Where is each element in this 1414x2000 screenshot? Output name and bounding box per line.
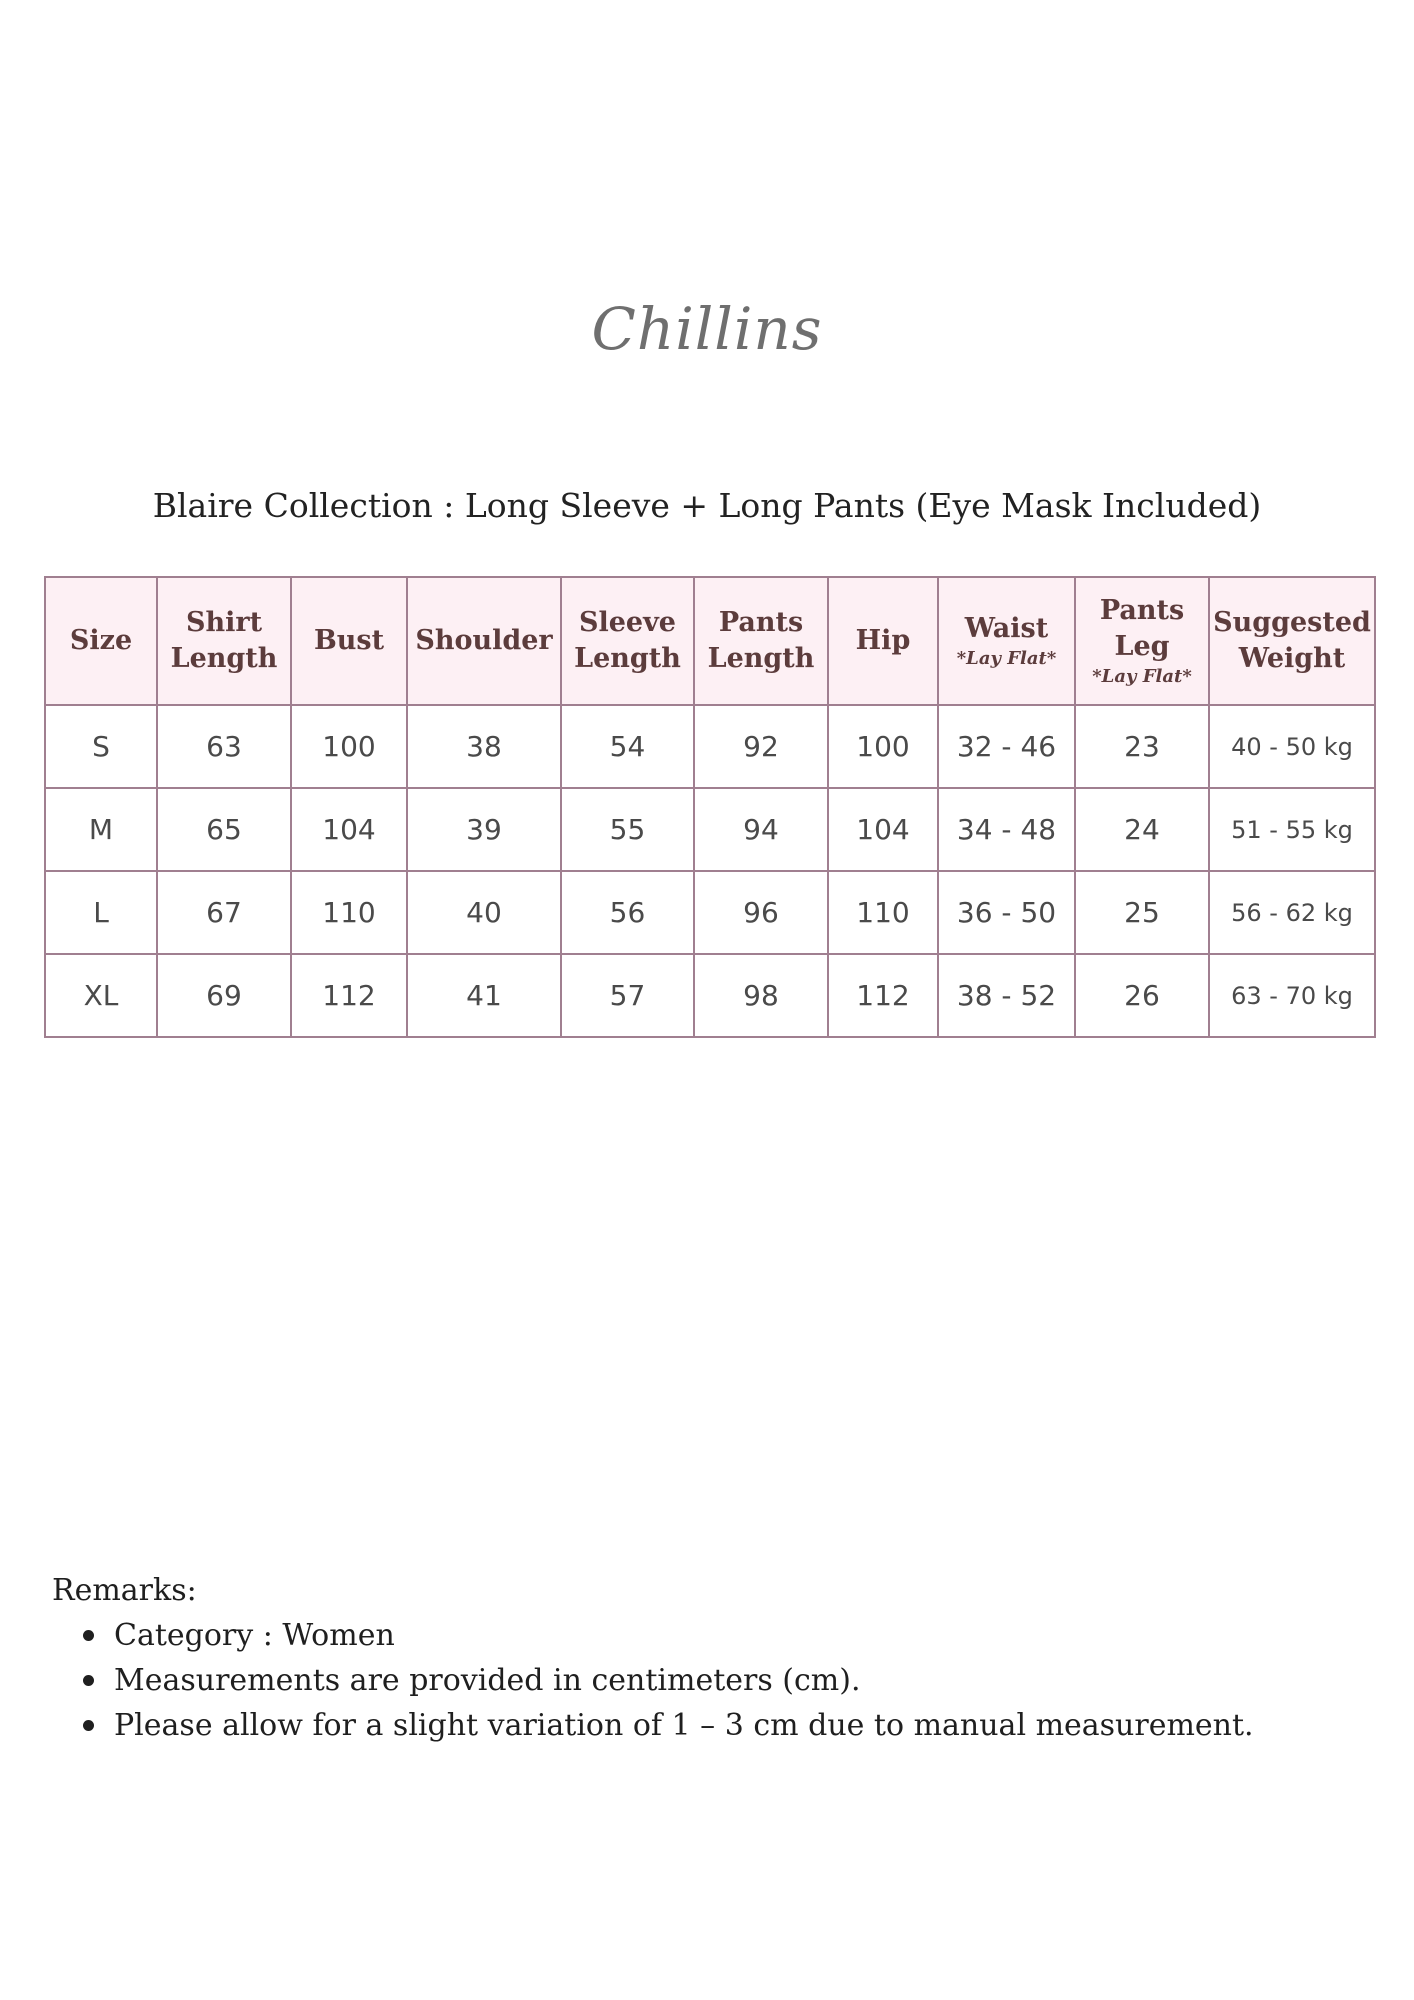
cell-bust: 110: [291, 871, 407, 954]
header-sleeve-length: [561, 577, 694, 705]
cell-size: XL: [45, 954, 157, 1037]
cell-pants-length: 98: [694, 954, 828, 1037]
cell-size: S: [45, 705, 157, 788]
cell-suggested-weight: 63 - 70 kg: [1209, 954, 1375, 1037]
bullet-icon: [83, 1630, 94, 1641]
header-label: Waist: [964, 613, 1049, 644]
cell-pants-length: 96: [694, 871, 828, 954]
cell-sleeve-length: 55: [561, 788, 694, 871]
cell-suggested-weight: 56 - 62 kg: [1209, 871, 1375, 954]
cell-pants-leg: 24: [1075, 788, 1209, 871]
header-label: Pants Leg: [1099, 595, 1185, 662]
header-pants-leg: [1075, 577, 1209, 705]
cell-waist: 38 - 52: [938, 954, 1075, 1037]
cell-shirt-length: 69: [157, 954, 291, 1037]
table-row: [45, 871, 1375, 954]
cell-shoulder: 40: [407, 871, 561, 954]
remark-item: [114, 1658, 1254, 1703]
cell-pants-leg: 26: [1075, 954, 1209, 1037]
remark-item: [114, 1703, 1254, 1748]
remark-item: [114, 1613, 1254, 1658]
remark-text: Please allow for a slight variation of 1 – 3 cm due to manual measurement.: [114, 1708, 1254, 1743]
cell-shoulder: 38: [407, 705, 561, 788]
cell-waist: 34 - 48: [938, 788, 1075, 871]
cell-hip: 112: [828, 954, 938, 1037]
cell-sleeve-length: 57: [561, 954, 694, 1037]
cell-bust: 100: [291, 705, 407, 788]
cell-shirt-length: 65: [157, 788, 291, 871]
cell-hip: 110: [828, 871, 938, 954]
cell-suggested-weight: 51 - 55 kg: [1209, 788, 1375, 871]
cell-size: L: [45, 871, 157, 954]
size-chart-table: [44, 576, 1376, 1038]
bullet-icon: [83, 1675, 94, 1686]
cell-shirt-length: 63: [157, 705, 291, 788]
cell-sleeve-length: 56: [561, 871, 694, 954]
cell-suggested-weight: 40 - 50 kg: [1209, 705, 1375, 788]
cell-hip: 100: [828, 705, 938, 788]
page-title: Blaire Collection : Long Sleeve + Long Pants (Eye Mask Included): [152, 486, 1262, 525]
table-row: [45, 954, 1375, 1037]
header-hip: [828, 577, 938, 705]
cell-pants-length: 92: [694, 705, 828, 788]
cell-waist: 36 - 50: [938, 871, 1075, 954]
cell-shoulder: 41: [407, 954, 561, 1037]
table-row: [45, 788, 1375, 871]
cell-bust: 104: [291, 788, 407, 871]
cell-shoulder: 39: [407, 788, 561, 871]
remark-text: Measurements are provided in centimeters (cm).: [114, 1663, 861, 1698]
table-header-row: [45, 577, 1375, 705]
header-shoulder: [407, 577, 561, 705]
header-sublabel: *Lay Flat*: [1092, 666, 1192, 687]
cell-bust: 112: [291, 954, 407, 1037]
header-label: Suggested Weight: [1213, 607, 1371, 674]
cell-size: M: [45, 788, 157, 871]
header-suggested-weight: [1209, 577, 1375, 705]
header-label: Shirt Length: [170, 607, 278, 674]
cell-waist: 32 - 46: [938, 705, 1075, 788]
header-label: Hip: [855, 625, 911, 656]
cell-hip: 104: [828, 788, 938, 871]
cell-pants-leg: 23: [1075, 705, 1209, 788]
cell-sleeve-length: 54: [561, 705, 694, 788]
remarks-section: [52, 1568, 1254, 1748]
header-label: Bust: [313, 625, 385, 656]
header-waist: [938, 577, 1075, 705]
bullet-icon: [83, 1720, 94, 1731]
header-label: Pants Length: [707, 607, 815, 674]
remarks-list: [52, 1613, 1254, 1748]
table-row: [45, 705, 1375, 788]
brand-logo: Chillins: [591, 295, 823, 363]
header-pants-length: [694, 577, 828, 705]
header-shirt-length: [157, 577, 291, 705]
header-label: Size: [69, 625, 133, 656]
remarks-heading: Remarks:: [52, 1573, 197, 1608]
header-label: Shoulder: [415, 625, 553, 656]
header-size: [45, 577, 157, 705]
header-bust: [291, 577, 407, 705]
cell-shirt-length: 67: [157, 871, 291, 954]
header-sublabel: *Lay Flat*: [956, 648, 1057, 669]
cell-pants-leg: 25: [1075, 871, 1209, 954]
remark-text: Category : Women: [114, 1618, 395, 1653]
cell-pants-length: 94: [694, 788, 828, 871]
header-label: Sleeve Length: [574, 607, 681, 674]
